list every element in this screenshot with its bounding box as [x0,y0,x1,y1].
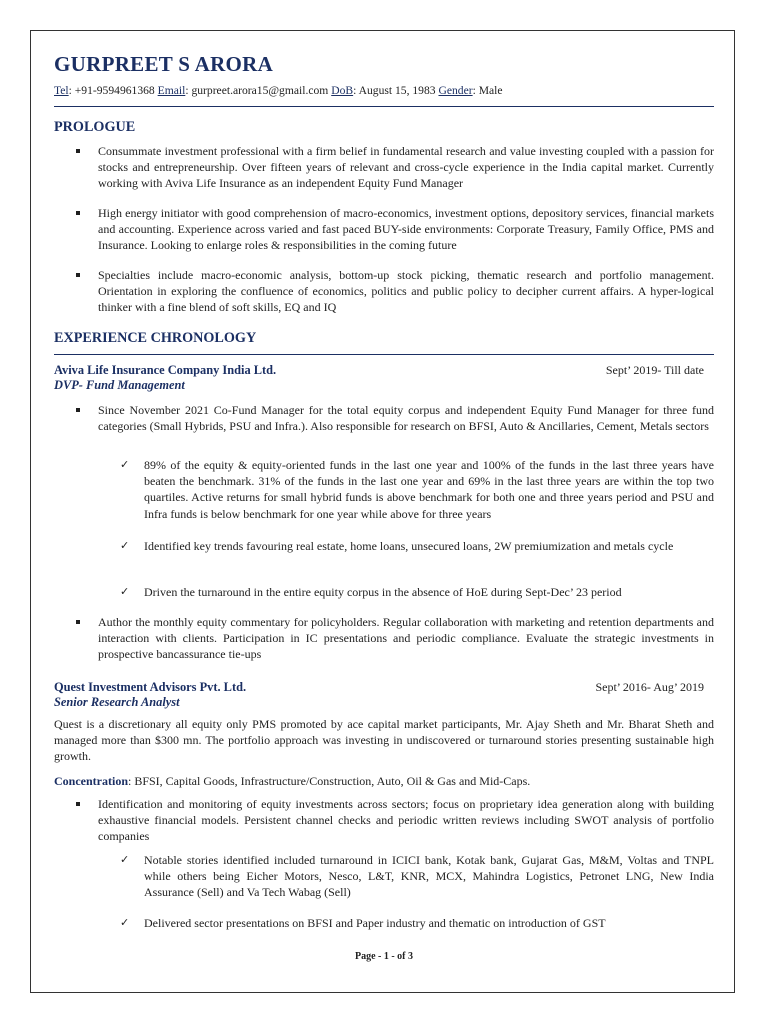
prologue-item-text: Consummate investment professional with a firm belief in fundamental research and value investing coupled with a passion for stocks and entrepreneurship. Over fifteen years of relevant and cross-cycle experience in the India capital market. Currently working with Aviva Life Insurance as an independent Equity Fund Manager [98,144,714,191]
achievement-item [54,852,714,901]
achievement-item [54,457,714,522]
company-description: Quest is a discretionary all equity only PMS promoted by ace capital market participants, Mr. Ajay Sheth and Mr. Bharat Sheth and managed more than $300 mn. The portfolio approach was investing in undiscovered or turnaround stories presenting sustainable high growth. [54,717,714,764]
prologue-item-text: High energy initiator with good comprehension of macro-economics, investment options, depository services, financial markets and accounting. Experience across varied and fast paced BUY-side environments: Corporate Treasury, Family Office, PMS and Insurance. Looking to enlarge roles & responsibilities in the coming future [98,206,714,253]
company-name: Aviva Life Insurance Company India Ltd. [54,363,277,377]
achievement-text: Identified key trends favouring real estate, home loans, unsecured loans, 2W premiumization and metals cycle [144,539,674,553]
gender-value: : Male [472,84,503,97]
job-role: DVP- Fund Management [54,378,185,392]
job-role: Senior Research Analyst [54,695,180,709]
prologue-heading: PROLOGUE [54,119,136,135]
email-value: : gurpreet.arora15@gmail.com [185,84,332,97]
aviva-list [54,402,714,434]
prologue-list [54,205,714,254]
job-bullet [54,796,714,845]
job-bullet-text: Identification and monitoring of equity investments across sectors; focus on proprietary idea generation along with building exhaustive financial models. Persistent channel checks and periodic written reviews including SWOT analysis of portfolio companies [98,797,714,844]
prologue-list [54,143,714,192]
check-mark-icon: ✓ [120,458,130,471]
prologue-item [54,143,714,192]
achievement-item [54,915,714,931]
check-mark-icon: ✓ [120,539,130,552]
aviva-check-list [54,457,714,522]
quest-check-list [54,852,714,901]
job-bullet-text: Author the monthly equity commentary for policyholders. Regular collaboration with marketing and retention departments and interaction with clients. Participation in IC presentations and periodic compliance. Evaluate the strategic investments in prospective bancassurance tie-ups [98,615,714,662]
achievement-item [54,538,714,554]
company-name: Quest Investment Advisors Pvt. Ltd. [54,680,247,694]
concentration-value: : BFSI, Capital Goods, Infrastructure/Construction, Auto, Oil & Gas and Mid-Caps. [128,774,531,788]
prologue-item [54,267,714,316]
square-bullet-icon [76,802,80,806]
gender-label: Gender [438,84,473,97]
job-dates: Sept’ 2019- Till date [605,363,704,377]
prologue-item [54,205,714,254]
candidate-name: GURPREET S ARORA [54,52,274,76]
page-number: Page - 1 - of 3 [354,951,414,962]
achievement-text: Driven the turnaround in the entire equity corpus in the absence of HoE during Sept-Dec’ 23 period [144,585,622,599]
check-mark-icon: ✓ [120,916,130,929]
job-bullet [54,402,714,434]
prologue-item-text: Specialties include macro-economic analysis, bottom-up stock picking, thematic research and portfolio management. Orientation in exploring the confluence of economics, politics and public policy to decipher current affairs. A hyper-logical thinker with a fine blend of soft skills, EQ and IQ [98,268,714,315]
dob-value: : August 15, 1983 [353,84,439,97]
aviva-check-list [54,584,714,600]
job-bullet-text: Since November 2021 Co-Fund Manager for the total equity corpus and independent Equity Fund Manager for three fund categories (Small Hybrids, PSU and Infra.). Also responsible for research on BFSI, Auto & Ancillaries, Cement, Metals sectors [98,403,714,434]
contact-line [54,84,503,97]
achievement-text: Notable stories identified included turnaround in ICICI bank, Kotak bank, Gujarat Gas, M&M, Voltas and TNPL while others being Eicher Motors, Nesco, L&T, KNR, MCX, Mahindra Logistics, Petronet LNG, New India Assurance (Sell) and Va Tech Wabag (Sell) [144,853,714,900]
achievement-text: 89% of the equity & equity-oriented funds in the last one year and 100% of the funds in the last three years have beaten the benchmark. 31% of the funds in the last one year and 69% in the last three years are within the top two quartiles. Active returns for small hybrid funds is above benchmark for both one and three years period and PSU and Infra funds is below benchmark for one year while above for three years [144,458,714,521]
square-bullet-icon [76,273,80,277]
square-bullet-icon [76,211,80,215]
dob-label: DoB [331,84,354,97]
job-bullet [54,614,714,663]
check-mark-icon: ✓ [120,585,130,598]
achievement-text: Delivered sector presentations on BFSI and Paper industry and thematic on introduction of GST [144,916,606,930]
tel-label: Tel [54,84,69,97]
achievement-item [54,584,714,600]
prologue-list [54,267,714,316]
experience-divider [54,354,714,355]
concentration-label: Concentration [54,774,128,788]
square-bullet-icon [76,149,80,153]
header-divider [54,106,714,107]
square-bullet-icon [76,408,80,412]
email-label: Email [157,84,186,97]
aviva-check-list [54,538,714,554]
check-mark-icon: ✓ [120,853,130,866]
quest-list [54,796,714,845]
square-bullet-icon [76,620,80,624]
concentration-line [54,773,714,789]
quest-check-list [54,915,714,931]
aviva-list [54,614,714,663]
experience-heading: EXPERIENCE CHRONOLOGY [54,330,257,346]
job-dates: Sept’ 2016- Aug’ 2019 [595,680,704,694]
tel-value: : +91-9594961368 [68,84,158,97]
